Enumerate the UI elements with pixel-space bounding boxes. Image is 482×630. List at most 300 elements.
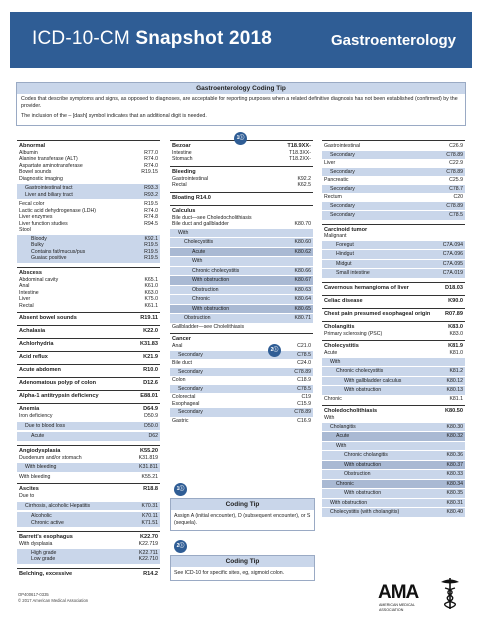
indented-block <box>17 502 160 511</box>
ama-subline-1: AMERICAN MEDICAL <box>379 603 415 607</box>
term-label: Lactic acid dehydrogenase (LDH) <box>19 207 96 214</box>
code-value: K80.71 <box>294 315 311 322</box>
code-group <box>17 445 160 483</box>
code-value: K80.32 <box>446 433 463 440</box>
code-value: K83.0 <box>448 323 463 330</box>
code-value: D12.6 <box>143 380 158 387</box>
column-3 <box>322 140 465 521</box>
code-value: C7A.019 <box>442 270 463 277</box>
code-value: K92.1 <box>144 235 158 242</box>
code-line <box>172 182 311 189</box>
code-group <box>17 531 160 567</box>
shaded-line <box>322 461 465 470</box>
column-2 <box>170 140 313 427</box>
code-line <box>19 493 158 500</box>
shaded-line <box>170 385 313 394</box>
term-label: Anemia <box>19 406 40 413</box>
group-heading <box>19 143 158 150</box>
term-label: Cirrhosis, alcoholic Hepatitis <box>25 502 91 509</box>
term-label: Cholecystitis <box>324 343 359 350</box>
code-value: K70.31 <box>141 502 158 509</box>
ama-logo <box>378 576 468 612</box>
code-value: R93.2 <box>144 191 158 198</box>
code-value: C78.89 <box>294 409 311 416</box>
code-value: K80.67 <box>294 277 311 284</box>
code-value: K22.70 <box>139 534 158 541</box>
code-line <box>19 541 158 548</box>
code-group <box>17 483 160 531</box>
term-label: Contains fat/mucus/pus <box>31 248 86 255</box>
code-value: K22.711 <box>139 549 158 556</box>
term-label: With <box>192 258 203 265</box>
group-heading <box>324 298 463 305</box>
term-label: Obstruction <box>184 315 211 322</box>
code-value: R74.0 <box>144 162 158 169</box>
code-value: K81.0 <box>449 350 463 357</box>
group-heading <box>324 324 463 331</box>
code-value: K55.20 <box>139 447 158 454</box>
coding-tip-1-heading: Coding Tip <box>171 499 314 510</box>
title-bold: Snapshot 2018 <box>135 28 273 49</box>
indented-block <box>17 512 160 527</box>
term-label: Cavernous hemangioma of liver <box>324 284 409 291</box>
term-label: Secondary <box>330 185 355 192</box>
term-label: Secondary <box>178 409 203 416</box>
code-value: C20 <box>453 194 463 200</box>
term-label: Gastrointestinal <box>324 143 361 149</box>
shaded-line <box>322 432 465 441</box>
term-label: Secondary <box>330 151 355 158</box>
term-label: Ascites <box>19 486 39 493</box>
code-value: K55.21 <box>141 473 158 480</box>
term-label: Intestine <box>172 149 192 156</box>
code-value: K80.34 <box>446 480 463 487</box>
term-label: Bulky <box>31 242 44 249</box>
code-value: K80.37 <box>446 461 463 468</box>
code-value: D50.9 <box>144 413 158 420</box>
code-group <box>322 308 465 321</box>
code-value: K31.83 <box>139 341 158 348</box>
shaded-line <box>322 470 465 479</box>
code-group <box>322 321 465 340</box>
term-label: Bowel sounds <box>19 169 52 176</box>
code-value: C78.89 <box>294 368 311 375</box>
term-label: Alcoholic <box>31 513 52 520</box>
code-group <box>17 390 160 403</box>
code-line <box>324 233 463 240</box>
indented-line <box>31 255 158 262</box>
code-line <box>172 401 311 408</box>
group-heading <box>19 534 158 541</box>
code-value: K21.9 <box>143 354 158 361</box>
code-line <box>172 360 311 367</box>
code-value: K80.35 <box>446 490 463 497</box>
term-label: Rectal <box>172 182 187 189</box>
code-group <box>170 166 313 192</box>
term-label: With obstruction <box>344 461 382 468</box>
term-label: Secondary <box>330 202 355 209</box>
code-value: K80.60 <box>294 239 311 246</box>
term-label: With <box>336 442 347 449</box>
indented-line <box>25 423 158 430</box>
group-heading <box>19 393 158 400</box>
term-label: Bile duct <box>172 360 192 367</box>
code-value: K80.13 <box>446 387 463 394</box>
term-label: Small intestine <box>336 270 370 277</box>
indented-line <box>25 192 158 199</box>
code-value: R07.89 <box>444 310 463 317</box>
code-value: K80.31 <box>446 499 463 506</box>
term-label: Choledocholithiasis <box>324 408 378 415</box>
shaded-line <box>322 241 465 250</box>
term-label: Obstruction <box>344 471 371 478</box>
term-label: Liver enzymes <box>19 214 53 221</box>
code-value: C16.9 <box>297 417 311 424</box>
term-label: Stomach <box>172 156 193 163</box>
term-label: Acute <box>31 433 45 440</box>
term-label: Chronic active <box>31 519 64 526</box>
caduceus-icon <box>436 576 464 610</box>
code-value: C18.9 <box>297 377 311 384</box>
code-group <box>322 140 465 224</box>
code-group <box>17 364 160 377</box>
indented-block <box>17 235 160 263</box>
term-label: Achalasia <box>19 328 46 335</box>
code-value: K80.40 <box>446 509 463 516</box>
code-value: T18.2XX- <box>289 156 311 163</box>
code-value: K70.11 <box>141 513 158 520</box>
shaded-line <box>322 250 465 259</box>
code-value: K31.819 <box>138 454 158 461</box>
footer <box>18 592 88 604</box>
group-heading <box>19 354 158 361</box>
top-coding-tip <box>16 82 466 126</box>
indented-line <box>25 464 158 471</box>
shaded-line <box>322 367 465 376</box>
code-line <box>19 176 158 183</box>
term-label: Gastrointestinal tract <box>25 185 73 192</box>
group-heading <box>19 406 158 413</box>
term-label: Liver function studies <box>19 220 68 227</box>
code-line <box>324 350 463 357</box>
term-label: Rectal <box>19 302 34 309</box>
code-value: K81.2 <box>449 368 463 375</box>
code-value: K65.1 <box>144 276 158 283</box>
code-value: K80.70 <box>294 221 311 228</box>
term-label: Acute abdomen <box>19 367 61 374</box>
code-line <box>172 377 311 384</box>
term-label: Gastric <box>172 417 189 424</box>
code-value: R19.5 <box>144 255 158 262</box>
term-label: Due to <box>19 493 35 500</box>
term-label: Acute <box>324 350 338 357</box>
code-value: K62.5 <box>297 182 311 189</box>
code-value: C26.9 <box>449 143 463 149</box>
group-heading <box>172 336 311 343</box>
group-heading <box>324 311 463 318</box>
term-label: Chronic <box>324 395 342 402</box>
term-label: Cancer <box>172 336 191 343</box>
coding-tip-2 <box>170 555 315 581</box>
shaded-line <box>322 377 465 386</box>
group-heading <box>324 408 463 415</box>
code-value: K71.51 <box>141 519 158 526</box>
indented-block <box>17 549 160 564</box>
code-line <box>324 143 463 150</box>
code-value: D18.03 <box>444 284 463 291</box>
code-value: K61.1 <box>144 302 158 309</box>
code-value: K80.36 <box>446 452 463 459</box>
term-label: With obstruction <box>344 387 382 394</box>
group-heading <box>324 285 463 292</box>
term-label: Liver <box>324 160 336 166</box>
group-heading <box>19 380 158 387</box>
top-tip-heading: Gastroenterology Coding Tip <box>17 83 465 94</box>
term-label: With obstruction <box>192 305 230 312</box>
top-tip-paragraph-2: The inclusion of the – [dash] symbol indicates that an additional digit is needed. <box>21 113 207 120</box>
shaded-line <box>322 442 465 451</box>
term-label: Gallbladder—see Cholelithiasis <box>172 323 245 330</box>
code-value: C15.9 <box>297 400 311 407</box>
shaded-line <box>322 489 465 498</box>
shaded-line <box>170 351 313 360</box>
term-label: Bloating R14.0 <box>172 194 211 201</box>
group-heading <box>19 486 158 493</box>
code-group <box>17 351 160 364</box>
term-label: Chronic <box>192 296 210 303</box>
term-label: Due to blood loss <box>25 422 66 429</box>
code-value: C22.9 <box>449 160 463 166</box>
code-line <box>172 343 311 350</box>
code-value: K80.12 <box>446 377 463 384</box>
code-value: E88.01 <box>140 393 158 400</box>
code-line <box>324 396 463 403</box>
code-value: C7A.094 <box>442 241 463 248</box>
term-label: With gallbladder calculus <box>344 377 402 384</box>
term-label: Guaiac positive <box>31 255 67 262</box>
term-label: With obstruction <box>192 277 230 284</box>
code-group <box>17 140 160 267</box>
shaded-line <box>170 295 313 304</box>
term-label: Albumin <box>19 149 38 156</box>
code-line <box>324 160 463 167</box>
code-value: K81.1 <box>449 395 463 402</box>
term-label: Cholangitis <box>324 323 355 330</box>
term-label: Pancreatic <box>324 177 349 183</box>
term-label: Calculus <box>172 207 196 214</box>
term-label: Chronic <box>336 480 354 487</box>
group-heading <box>19 270 158 277</box>
code-group <box>322 405 465 520</box>
term-label: Absent bowel sounds <box>19 315 77 322</box>
term-label: Secondary <box>330 168 355 175</box>
code-value: C78.5 <box>297 385 311 392</box>
code-line <box>19 303 158 310</box>
term-label: Primary sclerosing (PSC) <box>324 330 383 337</box>
term-label: Abnormal <box>19 143 46 149</box>
code-group <box>17 403 160 444</box>
shaded-line <box>170 238 313 247</box>
code-line <box>19 227 158 234</box>
code-value: K61.0 <box>144 283 158 290</box>
term-label: Bile duct—see Choledocholithiasis <box>172 214 252 221</box>
footer-code: OP400617-0335 <box>18 592 49 597</box>
term-label: Bloody <box>31 235 47 242</box>
group-heading <box>19 571 158 578</box>
code-line <box>324 415 463 422</box>
shaded-line <box>170 286 313 295</box>
term-label: Alpha-1 antitrypsin deficiency <box>19 393 99 400</box>
top-tip-body <box>17 94 465 120</box>
code-line <box>324 177 463 184</box>
indented-block <box>17 184 160 199</box>
term-label: With bleeding <box>25 464 57 471</box>
shaded-line <box>322 269 465 278</box>
shaded-line <box>322 168 465 177</box>
code-value: R19.5 <box>144 248 158 255</box>
group-heading <box>19 448 158 455</box>
group-heading <box>19 341 158 348</box>
code-value: C78.5 <box>449 212 463 218</box>
shaded-line <box>170 229 313 238</box>
code-value: R77.0 <box>144 149 158 156</box>
code-value: K80.64 <box>294 296 311 303</box>
ama-subline <box>379 603 415 612</box>
term-label: Iron deficiency <box>19 413 53 420</box>
term-label: Chronic cholecystitis <box>192 267 240 274</box>
code-group <box>170 205 313 333</box>
header-banner <box>10 12 472 68</box>
code-value: K63.0 <box>144 289 158 296</box>
code-value: C24.0 <box>297 360 311 367</box>
term-label: Anal <box>172 343 183 350</box>
title-prefix: ICD-10-CM <box>32 28 130 49</box>
code-group <box>17 267 160 312</box>
code-value: C25.9 <box>449 177 463 183</box>
code-value: C78.89 <box>446 151 463 158</box>
indented-block <box>17 432 160 441</box>
ama-subline-2: ASSOCIATION <box>379 607 404 612</box>
shaded-line <box>170 408 313 417</box>
shaded-line <box>322 185 465 194</box>
shaded-line <box>322 499 465 508</box>
ama-wordmark: AMA <box>378 582 419 603</box>
term-label: Abdominal cavity <box>19 276 59 283</box>
code-value: C78.5 <box>297 351 311 358</box>
code-line <box>172 156 311 163</box>
code-line <box>19 474 158 481</box>
column-1 <box>17 140 160 581</box>
group-heading <box>19 315 158 322</box>
term-label: With obstruction <box>344 490 382 497</box>
shaded-line <box>322 211 465 220</box>
code-value: K83.0 <box>449 330 463 337</box>
term-label: Celiac disease <box>324 297 363 304</box>
term-label: Midgut <box>336 260 352 267</box>
code-line <box>324 331 463 338</box>
term-label: Intestine <box>19 289 39 296</box>
code-value: R19.5 <box>144 201 158 208</box>
shaded-line <box>322 260 465 269</box>
term-label: Bile duct and gallbladder <box>172 221 229 228</box>
code-value: C78.7 <box>449 185 463 192</box>
term-label: Alanine transferase (ALT) <box>19 156 78 163</box>
code-value: R19.5 <box>144 242 158 249</box>
code-value: K81.9 <box>448 343 463 350</box>
group-heading <box>172 195 311 202</box>
code-value: K80.62 <box>294 248 311 255</box>
code-value: R14.2 <box>143 570 158 577</box>
term-label: Angiodysplasia <box>19 447 61 454</box>
code-value: D64.9 <box>143 406 158 413</box>
term-label: Secondary <box>178 368 203 375</box>
term-label: Liver <box>19 296 31 303</box>
term-label: Cholecystitis <box>184 239 214 246</box>
indented-line <box>31 556 158 563</box>
shaded-line <box>322 508 465 517</box>
code-value: R74.0 <box>144 207 158 214</box>
shaded-line <box>322 151 465 160</box>
term-label: With obstruction <box>330 499 368 506</box>
shaded-line <box>170 305 313 314</box>
term-label: Colorectal <box>172 394 196 401</box>
code-value: K31.811 <box>139 464 158 471</box>
term-label: Diagnostic imaging <box>19 175 63 182</box>
specialty-title: Gastroenterology <box>330 32 456 49</box>
term-label: Colon <box>172 377 186 384</box>
term-label: With dysplasia <box>19 541 53 548</box>
code-value: R94.5 <box>144 220 158 227</box>
term-label: Cholangitis <box>330 423 356 430</box>
term-label: Secondary <box>178 385 203 392</box>
shaded-line <box>170 248 313 257</box>
code-value: K80.50 <box>444 408 463 415</box>
shaded-line <box>170 257 313 266</box>
term-label: Stool <box>19 227 31 234</box>
code-line <box>172 324 311 331</box>
term-label: Adenomatous polyp of colon <box>19 380 97 387</box>
code-value: C78.89 <box>446 202 463 209</box>
term-label: Bleeding <box>172 168 196 175</box>
coding-tip-1-body: Assign A (initial encounter), D (subsequent encounter), or S (sequela). <box>174 513 311 527</box>
code-group <box>322 224 465 282</box>
indented-line <box>25 503 158 510</box>
group-heading <box>19 328 158 335</box>
term-label: Acid reflux <box>19 354 48 361</box>
group-heading <box>19 367 158 374</box>
term-label: Foregut <box>336 241 354 248</box>
indented-line <box>31 520 158 527</box>
footer-copyright: © 2017 American Medical Association <box>18 597 89 603</box>
code-value: K80.33 <box>446 471 463 478</box>
code-group <box>17 312 160 325</box>
tip-2-badge-icon: 2ⓘ <box>174 540 187 553</box>
code-value: R74.0 <box>144 156 158 163</box>
code-value: K22.710 <box>138 556 158 563</box>
code-group <box>17 338 160 351</box>
tip-1-badge-icon: 1ⓘ <box>174 483 187 496</box>
term-label: Anal <box>19 283 30 290</box>
code-value: C7A.096 <box>442 251 463 258</box>
code-value: K80.30 <box>446 423 463 430</box>
code-value: C7A.095 <box>442 260 463 267</box>
term-label: Duodenum and/or stomach <box>19 454 82 461</box>
group-heading <box>324 343 463 350</box>
code-value: R10.0 <box>143 367 158 374</box>
code-line <box>172 221 311 228</box>
code-value: D50.0 <box>144 422 158 429</box>
term-label: Gastrointestinal <box>172 175 209 182</box>
